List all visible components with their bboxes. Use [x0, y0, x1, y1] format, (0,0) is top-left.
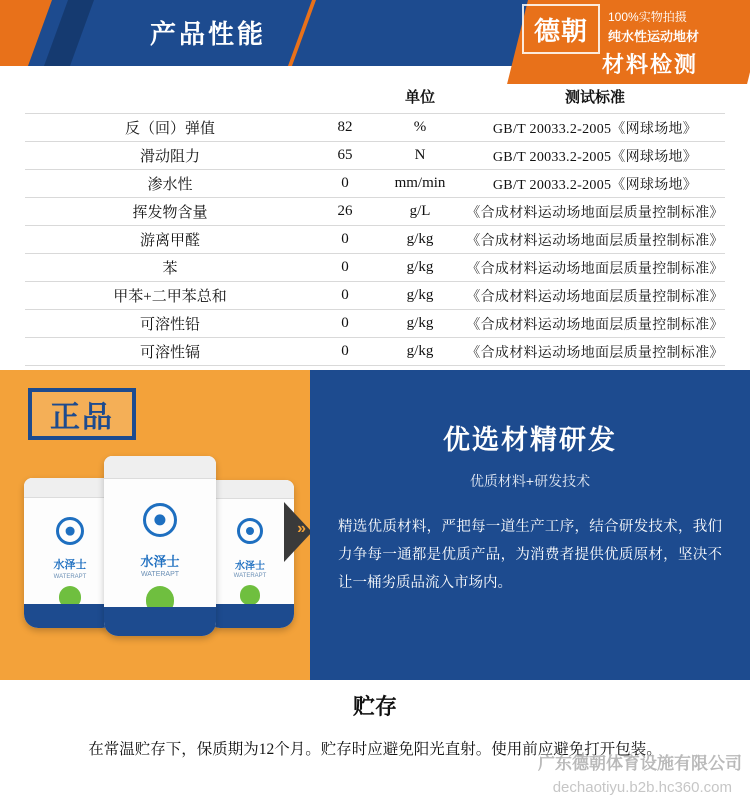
cell-unit: g/L — [375, 198, 465, 226]
bucket-brand-en: WATERAPT — [53, 574, 87, 580]
table-row — [25, 254, 725, 282]
bucket-logo-icon — [237, 518, 263, 544]
highlight-body: 精选优质材料，严把每一道生产工序，结合研发技术，我们力争每一通都是优质产品，为消费者提供优质原材，坚决不让一桶劣质品流入市场内。 — [338, 519, 722, 591]
cell-unit: N — [375, 142, 465, 170]
table-row — [25, 226, 725, 254]
cell-name: 可溶性镉 — [25, 338, 315, 366]
cell-value: 0 — [315, 170, 375, 198]
cell-standard: 《合成材料运动场地面层质量控制标准》 — [465, 310, 725, 338]
table-row — [25, 338, 725, 366]
table-row — [25, 114, 725, 142]
product-bucket-right — [206, 480, 294, 628]
cell-standard: 《合成材料运动场地面层质量控制标准》 — [465, 226, 725, 254]
cell-name: 苯 — [25, 254, 315, 282]
table-header-row — [25, 82, 725, 114]
storage-text: 在常温贮存下，保质期为12个月。贮存时应避免阳光直射。使用前应避免打开包装。 — [88, 741, 662, 758]
highlight-title: 优选材精研发 — [443, 425, 617, 455]
cell-standard: GB/T 20033.2-2005《网球场地》 — [465, 170, 725, 198]
brand-logo: 德朝 — [522, 4, 600, 54]
storage-section — [0, 680, 750, 800]
authentic-badge: 正品 — [28, 388, 136, 440]
bucket-logo-icon — [143, 503, 177, 537]
cell-unit: g/kg — [375, 338, 465, 366]
cell-name: 甲苯+二甲苯总和 — [25, 282, 315, 310]
cell-standard: GB/T 20033.2-2005《网球场地》 — [465, 114, 725, 142]
cell-unit: mm/min — [375, 170, 465, 198]
cell-name: 滑动阻力 — [25, 142, 315, 170]
table-row — [25, 170, 725, 198]
brand-tagline-1: 100%实物拍摄 — [608, 10, 687, 24]
cell-name: 挥发物含量 — [25, 198, 315, 226]
bucket-brand-en: WATERAPT — [233, 573, 267, 580]
storage-title: 贮存 — [352, 694, 397, 719]
cell-value: 0 — [315, 310, 375, 338]
product-highlight-section — [0, 370, 750, 680]
cell-standard: GB/T 20033.2-2005《网球场地》 — [465, 142, 725, 170]
cell-value: 65 — [315, 142, 375, 170]
bucket-blue-band — [206, 604, 294, 628]
cell-unit: g/kg — [375, 282, 465, 310]
table-row — [25, 142, 725, 170]
cell-name: 游离甲醛 — [25, 226, 315, 254]
cell-value: 82 — [315, 114, 375, 142]
bucket-lid — [104, 456, 216, 479]
cell-unit: % — [375, 114, 465, 142]
table-row — [25, 282, 725, 310]
header-dark-accent — [44, 0, 94, 66]
cell-value: 0 — [315, 226, 375, 254]
page-title: 产品性能 — [150, 19, 267, 49]
product-photo-panel — [0, 370, 310, 680]
table-row — [25, 310, 725, 338]
brand-tagline-3: 材料检测 — [602, 52, 699, 77]
bucket-leaf-icon — [240, 585, 260, 605]
column-header-unit: 单位 — [404, 90, 435, 106]
bucket-blue-band — [24, 604, 116, 628]
chevron-right-icon: » — [297, 520, 304, 537]
bucket-lid — [24, 478, 116, 498]
cell-unit: g/kg — [375, 254, 465, 282]
column-header-name — [25, 82, 315, 114]
header-orange-accent — [0, 0, 52, 66]
bucket-blue-band — [104, 607, 216, 636]
highlight-text-panel — [310, 370, 750, 680]
bucket-brand-cn: 水泽士 — [140, 554, 180, 570]
product-bucket-left — [24, 478, 116, 628]
site-watermark: dechaotiyu.b2b.hc360.com — [552, 779, 732, 796]
cell-value: 0 — [315, 282, 375, 310]
cell-unit: g/kg — [375, 310, 465, 338]
column-header-value — [315, 82, 375, 114]
product-bucket-center — [104, 456, 216, 636]
company-watermark: 广东德朝体育设施有限公司 — [538, 754, 742, 773]
cell-standard: 《合成材料运动场地面层质量控制标准》 — [465, 254, 725, 282]
cell-value: 0 — [315, 338, 375, 366]
bucket-logo-icon — [56, 517, 84, 545]
cell-name: 反（回）弹值 — [25, 114, 315, 142]
bucket-lid — [206, 480, 294, 499]
cell-standard: 《合成材料运动场地面层质量控制标准》 — [465, 338, 725, 366]
table-row — [25, 198, 725, 226]
header-divider — [288, 0, 316, 66]
column-header-standard: 测试标准 — [564, 90, 625, 106]
cell-name: 可溶性铅 — [25, 310, 315, 338]
bucket-brand-cn: 水泽士 — [53, 559, 87, 571]
highlight-subtitle: 优质材料+研发技术 — [469, 473, 591, 489]
cell-standard: 《合成材料运动场地面层质量控制标准》 — [465, 198, 725, 226]
bucket-brand-cn: 水泽士 — [235, 560, 265, 572]
bucket-brand-en: WATERAPT — [140, 571, 180, 579]
cell-value: 0 — [315, 254, 375, 282]
cell-unit: g/kg — [375, 226, 465, 254]
brand-tagline-2: 纯水性运动地材 — [608, 29, 700, 44]
cell-name: 渗水性 — [25, 170, 315, 198]
cell-standard: 《合成材料运动场地面层质量控制标准》 — [465, 282, 725, 310]
cell-value: 26 — [315, 198, 375, 226]
brand-badge — [506, 0, 750, 84]
